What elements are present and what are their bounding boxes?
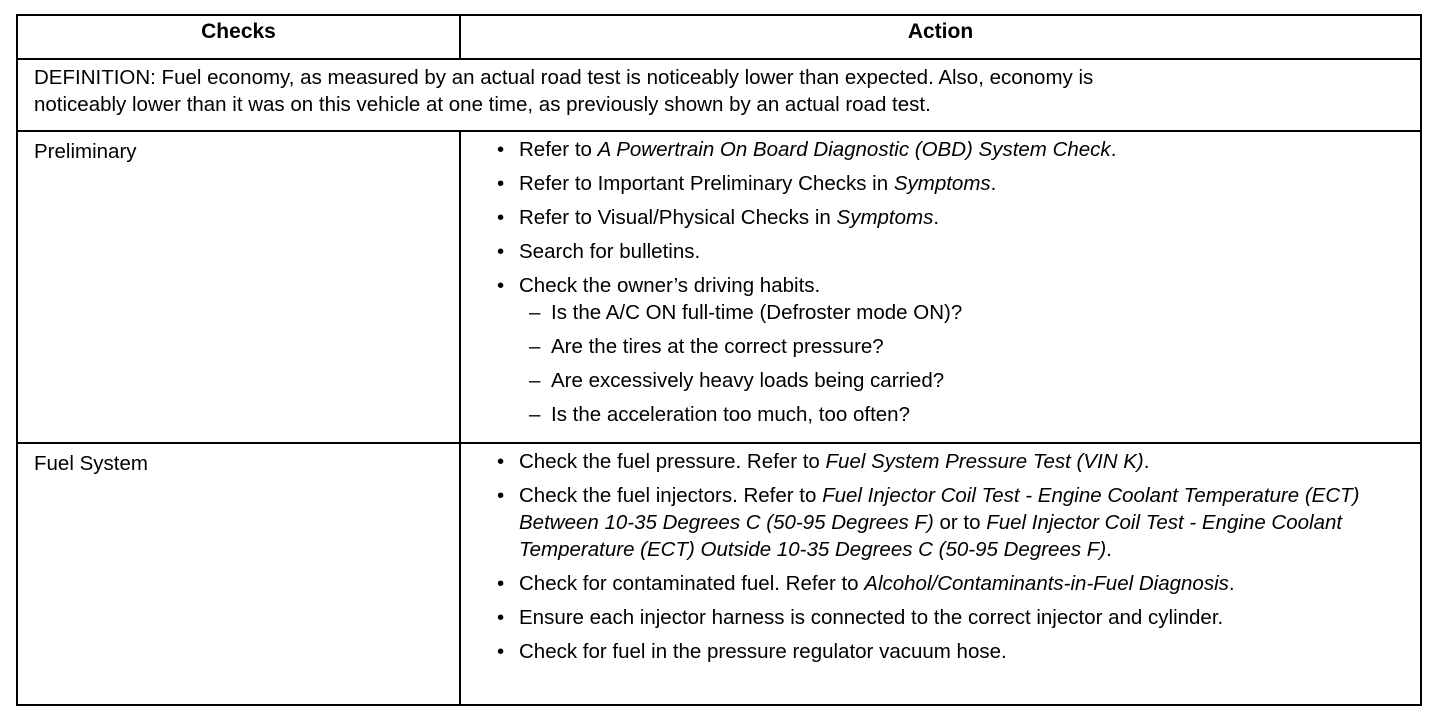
dash-icon: – [529, 369, 541, 392]
action-tail: . [1106, 538, 1112, 561]
sub-item [491, 401, 1412, 428]
action-text: Refer to [519, 138, 598, 161]
action-column-header: Action [460, 15, 1421, 59]
action-text: Check the fuel injectors. Refer to [519, 484, 823, 507]
dash-icon: – [529, 403, 541, 426]
header-row [17, 15, 1421, 59]
bullet-icon: • [497, 274, 505, 297]
table-row [17, 443, 1421, 705]
list-item [491, 238, 1412, 265]
action-cell-preliminary [460, 131, 1421, 443]
bullet-icon: • [497, 606, 505, 629]
action-text: Refer to Visual/Physical Checks in [519, 206, 837, 229]
definition-line-1: DEFINITION: Fuel economy, as measured by an actual road test is noticeably lower than expected. Also, economy is [34, 66, 1094, 89]
action-text: Check for contaminated fuel. Refer to [519, 572, 865, 595]
checks-column-header: Checks [17, 15, 460, 59]
list-item [491, 272, 1412, 299]
reference-link: Alcohol/Contaminants-in-Fuel Diagnosis [864, 572, 1229, 595]
bullet-icon: • [497, 138, 505, 161]
table-row [17, 131, 1421, 443]
diagnostic-table [16, 14, 1422, 706]
list-item [491, 638, 1412, 665]
action-text: Check the owner’s driving habits. [519, 274, 821, 297]
sub-item [491, 367, 1412, 394]
action-text: Check the fuel pressure. Refer to [519, 450, 826, 473]
action-text: Search for bulletins. [519, 240, 701, 263]
action-text: Check for fuel in the pressure regulator vacuum hose. [519, 640, 1007, 663]
bullet-icon: • [497, 240, 505, 263]
action-cell-fuel-system [460, 443, 1421, 705]
sub-item-text: Is the acceleration too much, too often? [551, 403, 910, 426]
action-tail: . [1110, 138, 1117, 161]
action-mid: or to [933, 511, 987, 534]
definition-row [17, 59, 1421, 131]
list-item [491, 570, 1412, 597]
sub-item [491, 299, 1412, 326]
dash-icon: – [529, 301, 541, 324]
list-item [491, 170, 1412, 197]
action-tail: . [990, 172, 997, 195]
action-tail: . [933, 206, 940, 229]
sub-item [491, 333, 1412, 360]
list-item [491, 448, 1412, 475]
action-text: Ensure each injector harness is connected to the correct injector and cylinder. [519, 606, 1224, 629]
check-name-preliminary: Preliminary [17, 131, 460, 443]
bullet-icon: • [497, 572, 505, 595]
reference-link: Fuel Injector Coil Test - Engine Coolant Temperature (ECT) Between 10-35 Degrees C (50-95 Degrees F) [519, 484, 1360, 534]
action-list [491, 136, 1412, 299]
sub-item-text: Are excessively heavy loads being carried? [551, 369, 945, 392]
dash-icon: – [529, 335, 541, 358]
reference-link: A Powertrain On Board Diagnostic (OBD) System Check [597, 138, 1111, 161]
reference-link: Fuel Injector Coil Test - Engine Coolant Temperature (ECT) Outside 10-35 Degrees C (50-95 Degrees F) [519, 511, 1343, 561]
reference-link: Symptoms [836, 206, 934, 229]
bullet-icon: • [497, 484, 505, 507]
bullet-icon: • [497, 172, 505, 195]
check-name-fuel-system: Fuel System [17, 443, 460, 705]
bullet-icon: • [497, 640, 505, 663]
sub-item-text: Is the A/C ON full-time (Defroster mode ON)? [551, 301, 963, 324]
reference-link: Fuel System Pressure Test (VIN K) [825, 450, 1144, 473]
list-item [491, 482, 1412, 563]
action-text: Refer to Important Preliminary Checks in [519, 172, 894, 195]
definition-cell [17, 59, 1421, 131]
sub-item-text: Are the tires at the correct pressure? [551, 335, 884, 358]
list-item [491, 204, 1412, 231]
sub-item-list [491, 299, 1412, 428]
list-item [491, 604, 1412, 631]
bullet-icon: • [497, 206, 505, 229]
reference-link: Symptoms [893, 172, 991, 195]
action-list [491, 448, 1412, 665]
action-tail: . [1228, 572, 1235, 595]
list-item [491, 136, 1412, 163]
definition-line-2: noticeably lower than it was on this vehicle at one time, as previously shown by an actual road test. [34, 93, 931, 116]
bullet-icon: • [497, 450, 505, 473]
action-tail: . [1143, 450, 1150, 473]
